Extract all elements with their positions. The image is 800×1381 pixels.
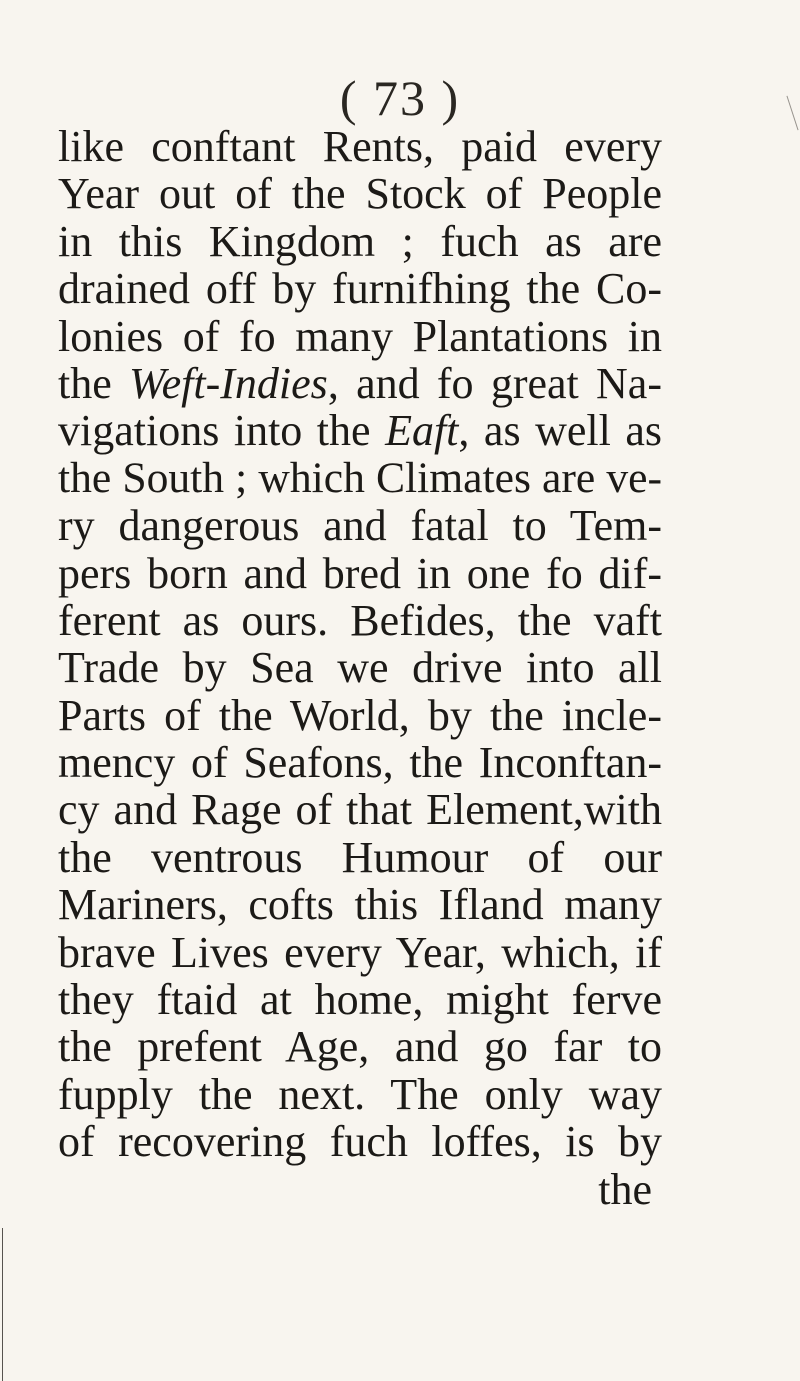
text-segment: , and fo great Na- [327, 358, 662, 408]
text-line [58, 455, 662, 502]
page-edge-line [2, 1228, 3, 1381]
text-line [58, 1071, 662, 1118]
text-segment: brave Lives every Year, which, if [58, 927, 662, 977]
text-line [58, 834, 662, 881]
text-segment: the South ; which Climates are ve- [58, 453, 662, 502]
text-line [58, 313, 662, 360]
text-line [58, 692, 662, 739]
text-line [58, 170, 662, 217]
text-segment: like conftant Rents, paid every [58, 122, 662, 171]
text-segment: Parts of the World, by the incle- [58, 690, 662, 740]
text-line [58, 360, 662, 407]
italic-word: Weft-Indies [129, 358, 328, 408]
text-segment: ferent as ours. Befides, the vaft [58, 595, 662, 645]
text-segment: the prefent Age, and go far to [58, 1022, 662, 1072]
text-line [58, 265, 662, 312]
text-segment: Mariners, cofts this Ifland many [58, 880, 662, 930]
text-line [58, 739, 662, 786]
text-line [58, 1166, 662, 1213]
text-segment: Trade by Sea we drive into all [58, 643, 662, 693]
italic-word: Eaft [385, 406, 459, 456]
text-segment: ry dangerous and fatal to Tem- [58, 501, 662, 551]
text-segment: the ventrous Humour of our [58, 832, 662, 882]
text-line [58, 976, 662, 1023]
text-segment: vigations into the [58, 406, 386, 456]
text-segment: the [58, 358, 130, 408]
page-number: ( 73 ) [339, 70, 461, 126]
text-segment: of recovering fuch loffes, is by [58, 1117, 662, 1167]
text-line [58, 502, 662, 549]
text-line [58, 644, 662, 691]
text-line [58, 550, 662, 597]
text-line [58, 1023, 662, 1070]
text-line [58, 597, 662, 644]
text-segment: Year out of the Stock of People [58, 169, 662, 219]
text-segment: drained off by furnifhing the Co- [58, 264, 662, 314]
body-text [58, 123, 662, 1213]
text-segment: cy and Rage of that Element,with [58, 785, 662, 835]
text-segment: they ftaid at home, might ferve [58, 975, 662, 1025]
text-segment: fupply the next. The only way [58, 1069, 662, 1119]
text-segment: in this Kingdom ; fuch as are [58, 216, 662, 266]
text-segment: lonies of fo many Plantations in [58, 311, 662, 361]
text-line [58, 1118, 662, 1165]
text-segment: , as well as [458, 406, 663, 456]
text-line [58, 218, 662, 265]
text-line [58, 407, 662, 454]
text-line [58, 929, 662, 976]
text-segment: the [598, 1164, 652, 1214]
text-segment: pers born and bred in one fo dif- [58, 548, 662, 598]
text-line [58, 123, 662, 170]
text-segment: mency of Seafons, the Inconftan- [58, 738, 662, 788]
text-line [58, 881, 662, 928]
text-line [58, 786, 662, 833]
